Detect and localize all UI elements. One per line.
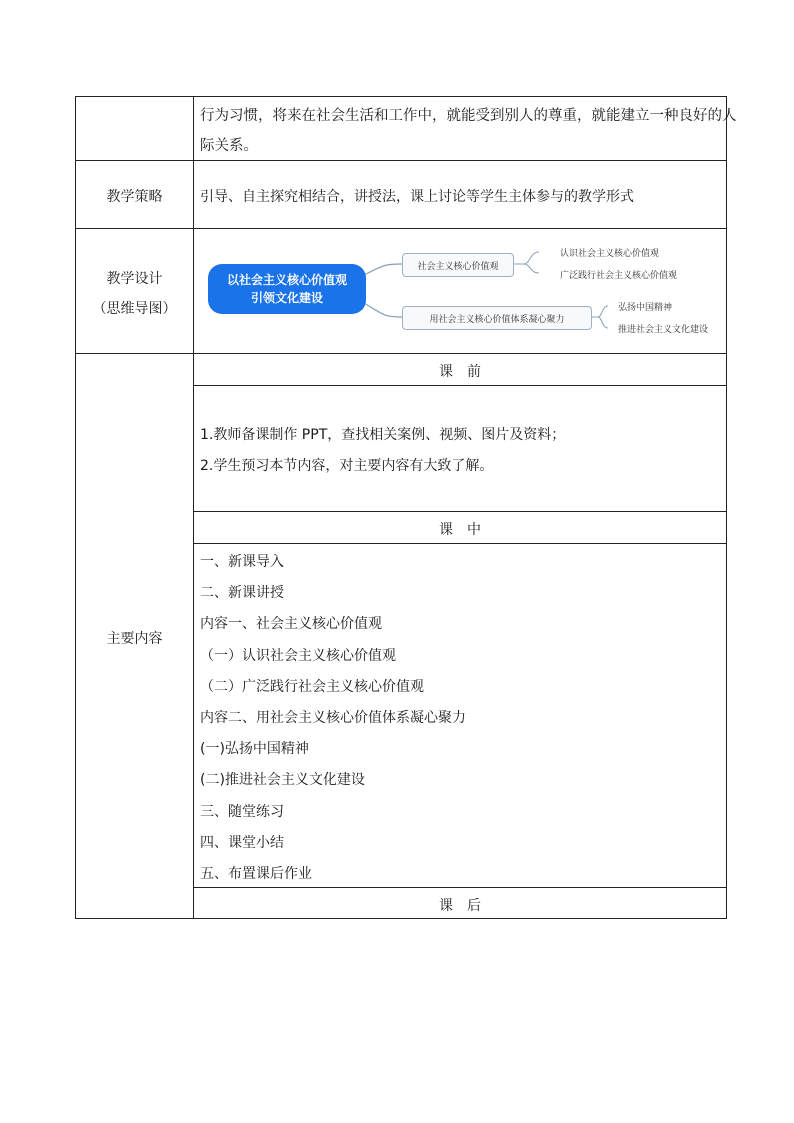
list-item: 内容二、用社会主义核心价值体系凝心聚力: [200, 710, 466, 726]
mind-map-branch-1: 社会主义核心价值观: [402, 253, 514, 277]
list-item: 一、新课导入: [200, 554, 284, 570]
strategy-content: 引导、自主探究相结合，讲授法，课上讨论等学生主体参与的教学形式: [200, 189, 634, 205]
table-top-border: [75, 96, 727, 97]
mind-map-leaf: 广泛践行社会主义核心价值观: [560, 271, 678, 281]
strategy-label: 教学策略: [106, 189, 163, 205]
mind-map-branch-2: 用社会主义核心价值体系凝心聚力: [402, 306, 592, 330]
intro-line-1: 行为习惯，将来在社会生活和工作中，就能受到别人的尊重，就能建立一种良好的人: [200, 108, 737, 124]
before-class-header: 课 前: [439, 364, 481, 380]
list-item: 五、布置课后作业: [200, 866, 312, 882]
row-divider: [75, 160, 727, 161]
before-item-2: 2.学生预习本节内容，对主要内容有大致了解。: [200, 458, 494, 474]
table-bottom-border: [75, 918, 727, 919]
list-item: 四、课堂小结: [200, 835, 284, 851]
list-item: 三、随堂练习: [200, 804, 284, 820]
table-left-border: [75, 96, 76, 919]
mind-map-leaf: 认识社会主义核心价值观: [560, 249, 660, 259]
list-item: （一）认识社会主义核心价值观: [200, 648, 396, 664]
inner-divider: [193, 543, 727, 544]
main-content-label: 主要内容: [106, 631, 163, 647]
mind-map-leaf: 推进社会主义文化建设: [618, 325, 709, 335]
inner-divider: [193, 385, 727, 386]
column-divider: [193, 96, 194, 919]
list-item: （二）广泛践行社会主义核心价值观: [200, 679, 424, 695]
list-item: 二、新课讲授: [200, 585, 284, 601]
row-divider: [75, 353, 727, 354]
mind-map-root-line1: 以社会主义核心价值观: [226, 273, 347, 287]
inner-divider: [193, 887, 727, 888]
list-item: (一)弘扬中国精神: [200, 741, 309, 757]
list-item: (二)推进社会主义文化建设: [200, 772, 365, 788]
design-label: 教学设计: [106, 271, 163, 287]
table-right-border: [726, 96, 727, 919]
mind-map-root: [208, 264, 366, 314]
list-item: 内容一、社会主义核心价值观: [200, 616, 382, 632]
mind-map-leaf: 弘扬中国精神: [618, 303, 673, 313]
before-item-1: 1.教师备课制作 PPT，查找相关案例、视频、图片及资料；: [200, 427, 566, 443]
after-class-header: 课 后: [439, 898, 481, 914]
mind-map-root-line2: 引领文化建设: [250, 291, 323, 305]
mind-map: [194, 229, 726, 353]
intro-line-2: 际关系。: [200, 138, 258, 154]
design-sublabel: （思维导图）: [92, 301, 177, 317]
during-class-header: 课 中: [439, 522, 481, 538]
inner-divider: [193, 511, 727, 512]
